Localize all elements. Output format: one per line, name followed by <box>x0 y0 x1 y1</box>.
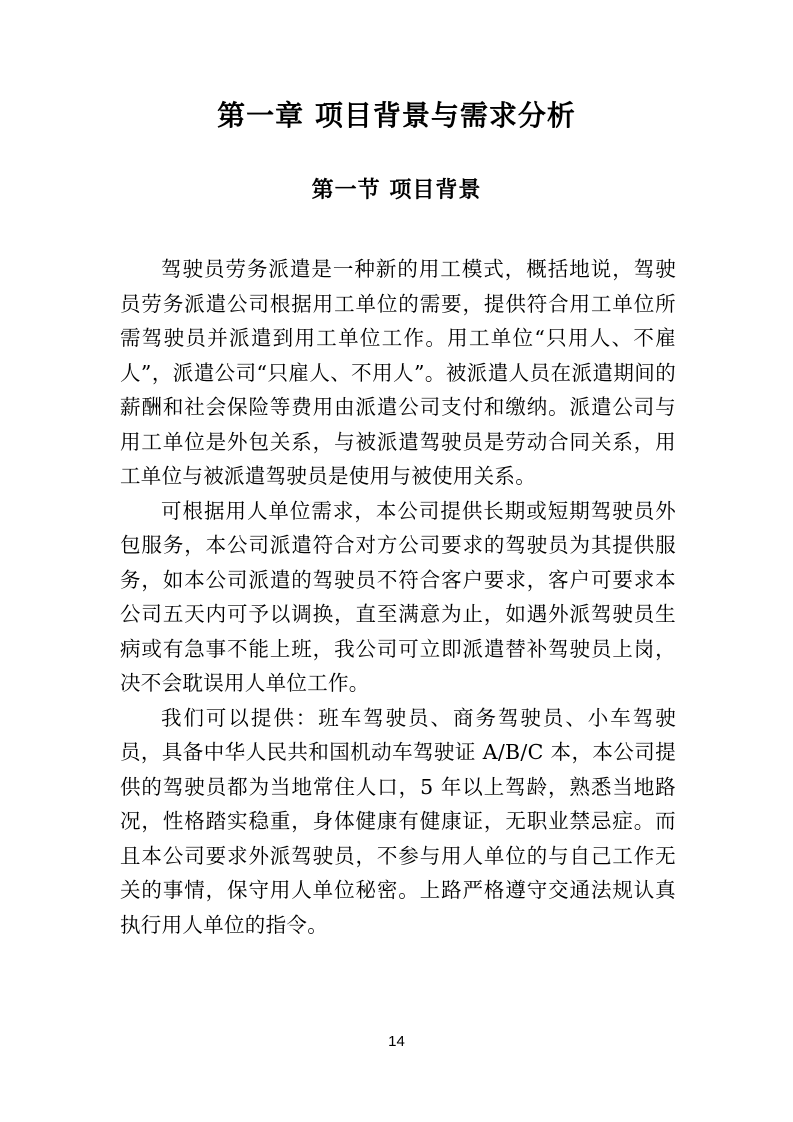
paragraph-dispatch-model: 驾驶员劳务派遣是一种新的用工模式，概括地说，驾驶员劳务派遣公司根据用工单位的需要，提供符合用工单位所需驾驶员并派遣到用工单位工作。用工单位“只用人、不雇人”，派遣公司“只雇人、不用人”。被派遣人员在派遣期间的薪酬和社会保险等费用由派遣公司支付和缴纳。派遣公司与用工单位是外包关系，与被派遣驾驶员是劳动合同关系，用工单位与被派遣驾驶员是使用与被使用关系。 <box>120 257 676 488</box>
paragraph-outsourcing-service: 可根据用人单位需求，本公司提供长期或短期驾驶员外包服务，本公司派遣符合对方公司要求的驾驶员为其提供服务，如本公司派遣的驾驶员不符合客户要求，客户可要求本公司五天内可予以调换，直至满意为止，如遇外派驾驶员生病或有急事不能上班，我公司可立即派遣替补驾驶员上岗，决不会耽误用人单位工作。 <box>120 498 676 695</box>
chapter-title: 第一章 项目背景与需求分析 <box>217 99 576 132</box>
body-text <box>120 252 676 942</box>
page-number: 14 <box>388 1033 405 1050</box>
section-title: 第一节 项目背景 <box>311 178 482 203</box>
paragraph-driver-provision: 我们可以提供：班车驾驶员、商务驾驶员、小车驾驶员，具备中华人民共和国机动车驾驶证 A/B/C 本，本公司提供的驾驶员都为当地常住人口，5 年以上驾龄，熟悉当地路况，性格踏实稳重，身体健康有健康证，无职业禁忌症。而且本公司要求外派驾驶员，不参与用人单位的与自己工作无关的事情，保守用人单位秘密。上路严格遵守交通法规认真执行用人单位的指令。 <box>120 705 676 937</box>
